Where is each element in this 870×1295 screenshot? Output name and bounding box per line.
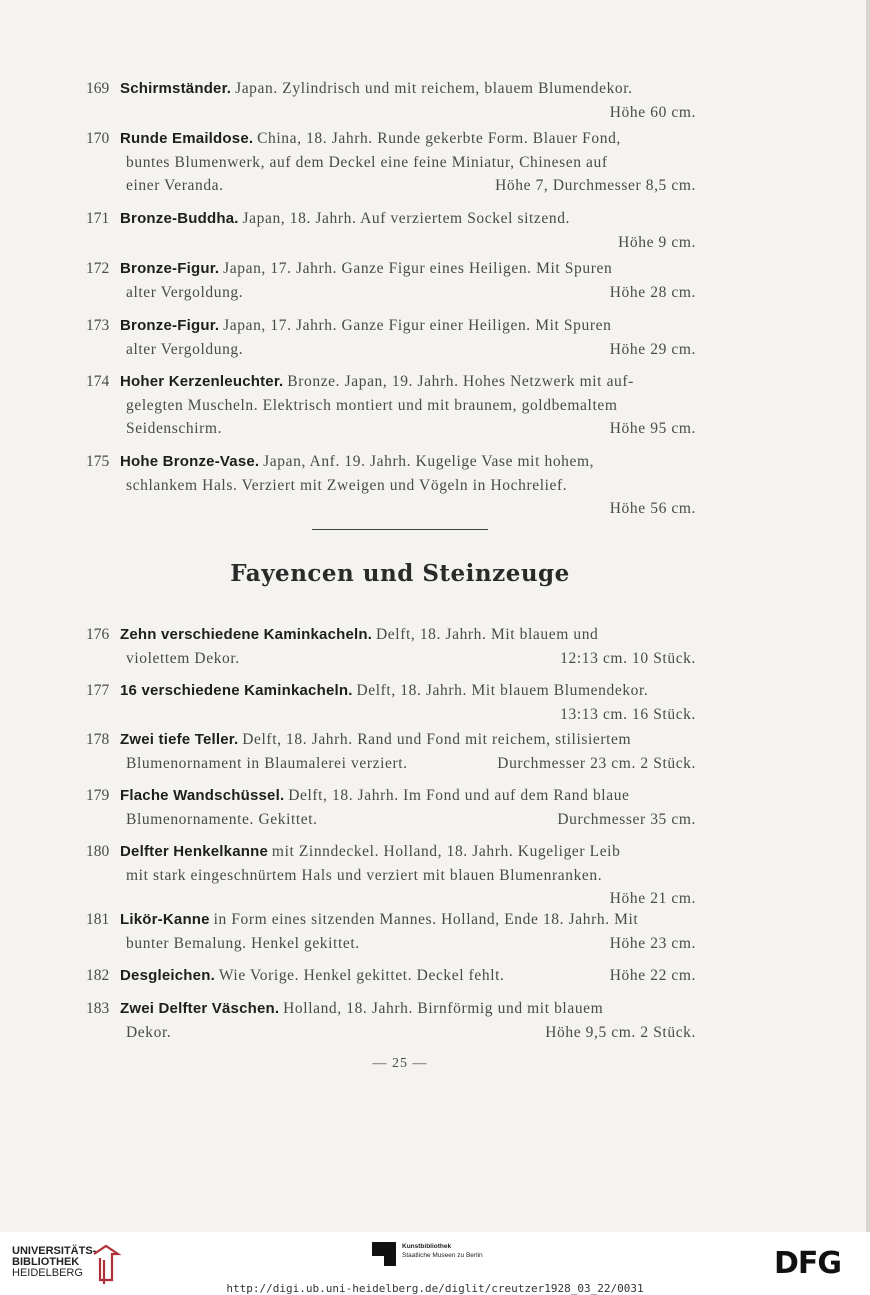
entry-line <box>120 728 710 752</box>
entry-title: Zwei tiefe Teller. <box>120 731 239 748</box>
entry-description: mit Zinndeckel. Holland, 18. Jahrh. Kugeliger Leib <box>271 843 621 860</box>
ub-heidelberg-logo[interactable] <box>12 1246 96 1279</box>
entry-description: Japan, 18. Jahrh. Auf verziertem Sockel sitzend. <box>242 210 571 227</box>
entry-description: Blumenornamente. Gekittet. <box>126 810 318 828</box>
entry-dimensions: 12:13 cm. 10 Stück. <box>560 649 696 667</box>
entry-description: Japan, Anf. 19. Jahrh. Kugelige Vase mit hohem, <box>263 453 595 470</box>
ub-logo-line2: BIBLIOTHEK <box>12 1256 80 1268</box>
entry-body <box>120 728 710 775</box>
entry-dimensions: Durchmesser 23 cm. 2 Stück. <box>497 754 696 772</box>
entry-description: Seidenschirm. <box>126 420 223 437</box>
entry-title: Hohe Bronze-Vase. <box>120 453 260 470</box>
entry-line <box>120 784 710 808</box>
entry-description: alter Vergoldung. <box>126 340 244 358</box>
entry-number: 174 <box>86 373 110 390</box>
entry-line <box>120 151 710 175</box>
entry-description: Wie Vorige. Henkel gekittet. Deckel fehlt. <box>218 967 505 984</box>
entry-description: Holland, 18. Jahrh. Birnförmig und mit blauem <box>283 1000 604 1017</box>
entry-title: Bronze-Buddha. <box>120 210 239 227</box>
entry-description: Delft, 18. Jahrh. Rand und Fond mit reichem, stilisiertem <box>242 731 632 748</box>
ub-heidelberg-mark-icon <box>90 1240 122 1286</box>
entry-number: 172 <box>86 260 110 277</box>
entry-number: 173 <box>86 317 110 334</box>
entry-body <box>120 77 710 124</box>
entry-number: 181 <box>86 911 110 928</box>
entry-dimensions: Höhe 28 cm. <box>609 283 696 301</box>
entry-number: 183 <box>86 1000 110 1017</box>
entry-title: Zwei Delfter Väschen. <box>120 1000 280 1017</box>
entry-line <box>120 281 710 305</box>
entry-line <box>120 864 710 888</box>
entry-line <box>120 679 710 703</box>
entry-body <box>120 257 710 304</box>
ub-logo-line3: HEIDELBERG <box>12 1267 83 1279</box>
entry-number: 171 <box>86 210 110 227</box>
entry-line <box>120 808 710 832</box>
entry-line <box>120 370 710 394</box>
entry-description: Japan, 17. Jahrh. Ganze Figur einer Heiligen. Mit Spuren <box>223 317 612 334</box>
entry-line <box>120 932 710 956</box>
entry-body <box>120 679 710 726</box>
entry-description: buntes Blumenwerk, auf dem Deckel eine feine Miniatur, Chinesen auf <box>126 153 608 171</box>
entry-title: Desgleichen. <box>120 967 215 984</box>
entry-line <box>120 417 710 441</box>
entry-body <box>120 908 710 955</box>
entry-dimensions: Höhe 60 cm. <box>609 103 696 121</box>
entry-dimensions: Höhe 9,5 cm. 2 Stück. <box>545 1023 696 1041</box>
entry-line <box>120 623 710 647</box>
entry-title: Runde Emaildose. <box>120 130 254 147</box>
entry-body <box>120 450 710 521</box>
entry-title: Schirmständer. <box>120 80 232 97</box>
entry-body <box>120 840 710 911</box>
entry-number: 175 <box>86 453 110 470</box>
entry-number: 182 <box>86 967 110 984</box>
entry-number: 177 <box>86 682 110 699</box>
section-title: Fayencen und Steinzeuge <box>230 560 570 587</box>
entry-description: violettem Dekor. <box>126 649 240 667</box>
kb-label-line1: Kunstbibliothek <box>402 1243 452 1250</box>
entry-dimensions: Höhe 95 cm. <box>609 420 696 437</box>
entry-description: Delft, 18. Jahrh. Im Fond und auf dem Rand blaue <box>288 787 630 804</box>
entry-line <box>120 207 710 231</box>
entry-dimensions: Höhe 56 cm. <box>609 500 696 517</box>
entry-dimensions: Höhe 7, Durchmesser 8,5 cm. <box>495 177 696 194</box>
entry-line <box>120 997 710 1021</box>
entry-dimensions: Höhe 22 cm. <box>609 967 696 984</box>
entry-number: 180 <box>86 843 110 860</box>
entry-number: 169 <box>86 80 110 97</box>
entry-description: China, 18. Jahrh. Runde gekerbte Form. Blauer Fond, <box>257 130 621 147</box>
entry-body <box>120 964 710 988</box>
entry-line <box>120 474 710 498</box>
entry-line <box>120 450 710 474</box>
entry-body <box>120 623 710 670</box>
entry-line <box>120 338 710 362</box>
entry-description: Japan. Zylindrisch und mit reichem, blauem Blumendekor. <box>235 80 633 97</box>
entry-line <box>120 1021 710 1045</box>
entry-line <box>120 752 710 776</box>
entry-line <box>120 314 710 338</box>
entry-title: Bronze-Figur. <box>120 260 220 277</box>
entry-description: Delft, 18. Jahrh. Mit blauem und <box>376 626 599 643</box>
entry-description: einer Veranda. <box>126 177 224 194</box>
entry-description: gelegten Muscheln. Elektrisch montiert und mit braunem, goldbemaltem <box>126 396 618 414</box>
entry-description: schlankem Hals. Verziert mit Zweigen und Vögeln in Hochrelief. <box>126 476 568 494</box>
entry-line <box>120 257 710 281</box>
kb-label-line2: Staatliche Museen zu Berlin <box>402 1252 483 1259</box>
entry-title: Bronze-Figur. <box>120 317 220 334</box>
entry-dimensions: 13:13 cm. 16 Stück. <box>560 705 696 723</box>
entry-number: 179 <box>86 787 110 804</box>
entry-dimensions: Höhe 23 cm. <box>609 934 696 952</box>
entry-number: 176 <box>86 626 110 643</box>
entry-body <box>120 207 710 254</box>
entry-dimensions: Höhe 9 cm. <box>618 233 696 251</box>
kunstbibliothek-logo-icon[interactable] <box>372 1242 396 1266</box>
viewer-footer <box>0 1232 870 1295</box>
kunstbibliothek-label <box>402 1242 483 1260</box>
entry-dimensions: Höhe 21 cm. <box>609 890 696 907</box>
entry-line <box>120 908 710 932</box>
entry-body <box>120 127 710 198</box>
entry-description: Delft, 18. Jahrh. Mit blauem Blumendekor. <box>356 682 649 699</box>
entry-title: 16 verschiedene Kaminkacheln. <box>120 682 353 699</box>
entry-number: 170 <box>86 130 110 147</box>
entry-body <box>120 370 710 441</box>
dfg-logo[interactable]: DFG <box>774 1246 842 1281</box>
entry-body <box>120 314 710 361</box>
section-divider <box>312 529 488 530</box>
entry-line <box>120 964 710 988</box>
entry-title: Likör-Kanne <box>120 911 210 928</box>
entry-number: 178 <box>86 731 110 748</box>
page-number: — 25 — <box>372 1056 428 1071</box>
entry-description: Bronze. Japan, 19. Jahrh. Hohes Netzwerk mit auf- <box>287 373 634 390</box>
entry-line <box>120 647 710 671</box>
entry-body <box>120 997 710 1044</box>
entry-line <box>120 394 710 418</box>
entry-description: Japan, 17. Jahrh. Ganze Figur eines Heiligen. Mit Spuren <box>223 260 613 277</box>
entry-title: Hoher Kerzenleuchter. <box>120 373 284 390</box>
permalink-url[interactable]: http://digi.ub.uni-heidelberg.de/diglit/creutzer1928_03_22/0031 <box>226 1282 644 1295</box>
entry-description: bunter Bemalung. Henkel gekittet. <box>126 934 360 952</box>
entry-description: in Form eines sitzenden Mannes. Holland, Ende 18. Jahrh. Mit <box>213 911 639 928</box>
entry-title: Flache Wandschüssel. <box>120 787 285 804</box>
entry-body <box>120 784 710 831</box>
entry-description: Blumenornament in Blaumalerei verziert. <box>126 754 408 772</box>
entry-line <box>120 77 710 101</box>
entry-description: mit stark eingeschnürtem Hals und verziert mit blauen Blumenranken. <box>126 866 603 884</box>
entry-title: Delfter Henkelkanne <box>120 843 269 860</box>
entry-description: alter Vergoldung. <box>126 283 244 301</box>
entry-dimensions: Durchmesser 35 cm. <box>557 810 696 828</box>
entry-title: Zehn verschiedene Kaminkacheln. <box>120 626 373 643</box>
entry-line <box>120 127 710 151</box>
ub-logo-line1: UNIVERSITÄTS- <box>12 1245 97 1257</box>
entry-line <box>120 840 710 864</box>
entry-dimensions: Höhe 29 cm. <box>609 340 696 358</box>
entry-description: Dekor. <box>126 1023 172 1041</box>
entry-line <box>120 174 710 198</box>
